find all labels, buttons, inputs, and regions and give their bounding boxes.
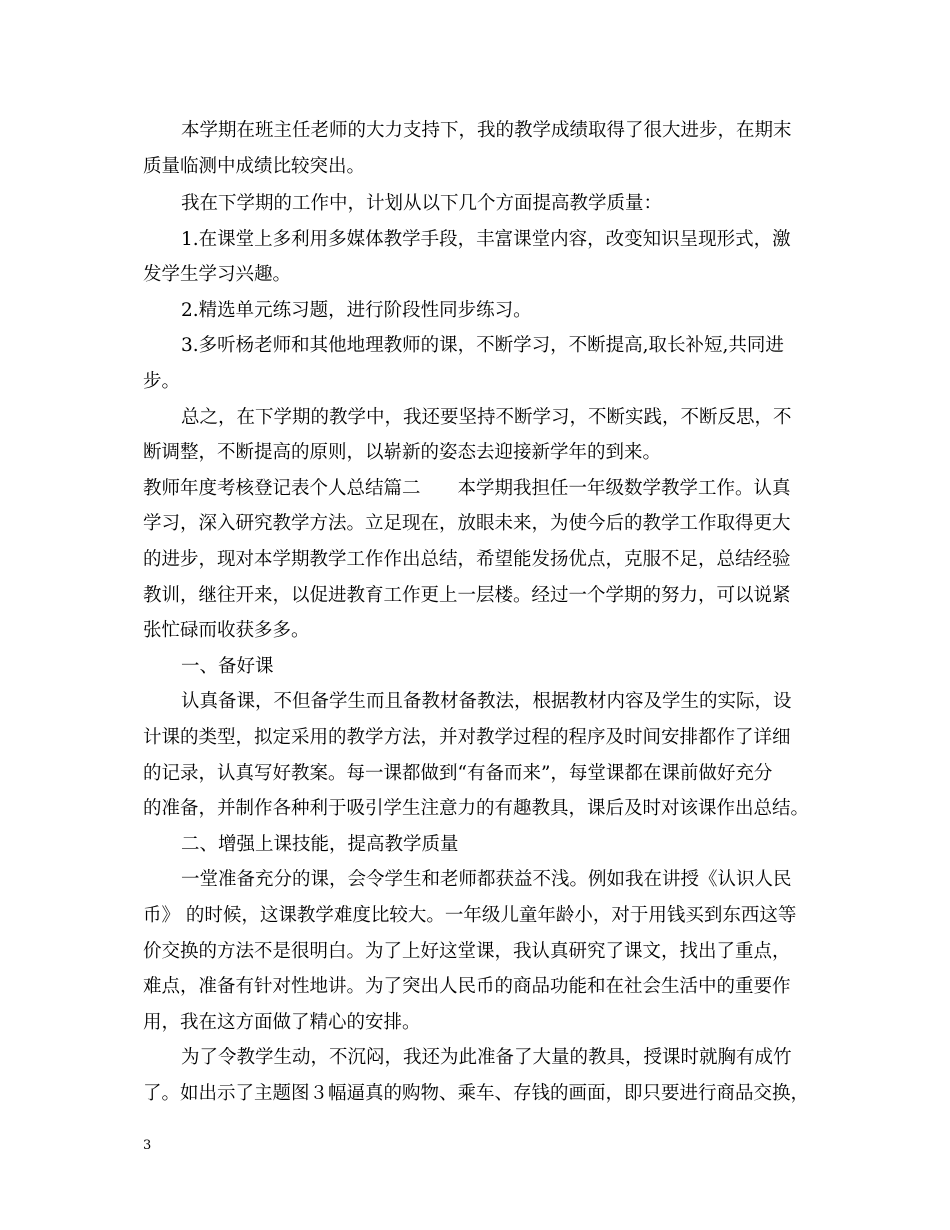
text-line: 计课的类型，拟定采用的教学方法，并对教学过程的程序及时间安排都作了详细	[143, 727, 791, 748]
text-line: 教训，继往开来，以促进教育工作更上一层楼。经过一个学期的努力，可以说紧	[143, 585, 791, 606]
text-line: 难点，准备有针对性地讲。为了突出人民币的商品功能和在社会生活中的重要作	[143, 976, 791, 997]
text-line: 认真备课，不但备学生而且备教材备教法，根据教材内容及学生的实际，设	[181, 691, 792, 712]
text-line: 为了令教学生动，不沉闷，我还为此准备了大量的教具，授课时就胸有成竹	[181, 1047, 792, 1068]
text-line: 币》 的时候，这课教学难度比较大。一年级儿童年龄小，对于用钱买到东西这等	[143, 905, 797, 926]
text-line: 的进步，现对本学期教学工作作出总结，希望能发扬优点，克服不足，总结经验	[143, 549, 791, 570]
text-line: 一堂准备充分的课，会令学生和老师都获益不浅。例如我在讲授《认识人民	[181, 869, 792, 890]
text-line: 质量临测中成绩比较突出。	[143, 156, 366, 177]
page-number: 3	[143, 1138, 152, 1153]
text-line: 张忙碌而收获多多。	[143, 620, 310, 641]
text-line: 总之，在下学期的教学中，我还要坚持不断学习，不断实践，不断反思，不	[181, 407, 792, 428]
text-line: 价交换的方法不是很明白。为了上好这堂课，我认真研究了课文，找出了重点，	[143, 941, 791, 962]
text-line: 的准备，并制作各种利于吸引学生注意力的有趣教具，课后及时对该课作出总结。	[143, 798, 810, 819]
text-line: 我在下学期的工作中，计划从以下几个方面提高教学质量：	[181, 193, 663, 214]
text-line: 本学期在班主任老师的大力支持下，我的教学成绩取得了很大进步，在期末	[181, 120, 792, 141]
section-heading: 一、备好课	[181, 656, 274, 677]
text-line: 教师年度考核登记表个人总结篇二 本学期我担任一年级数学教学工作。认真	[143, 478, 791, 499]
text-line: 1.在课堂上多利用多媒体教学手段，丰富课堂内容，改变知识呈现形式，激	[181, 229, 791, 250]
text-line: 学习，深入研究教学方法。立足现在，放眼未来，为使今后的教学工作取得更大	[143, 513, 791, 534]
text-line: 3.多听杨老师和其他地理教师的课，不断学习，不断提高,取长补短,共同进	[181, 335, 784, 356]
text-line: 的记录，认真写好教案。每一课都做到“有备而来”，每堂课都在课前做好充分	[143, 763, 773, 784]
text-line: 用，我在这方面做了精心的安排。	[143, 1012, 421, 1033]
text-line: 断调整，不断提高的原则，以崭新的姿态去迎接新学年的到来。	[143, 442, 662, 463]
text-line: 发学生学习兴趣。	[143, 264, 292, 285]
text-line: 了。如出示了主题图３幅逼真的购物、乘车、存钱的画面，即只要进行商品交换，	[143, 1083, 810, 1104]
text-line: 步。	[143, 371, 181, 392]
section-heading: 二、增强上课技能，提高教学质量	[181, 834, 459, 855]
text-line: 2.精选单元练习题，进行阶段性同步练习。	[181, 300, 532, 321]
